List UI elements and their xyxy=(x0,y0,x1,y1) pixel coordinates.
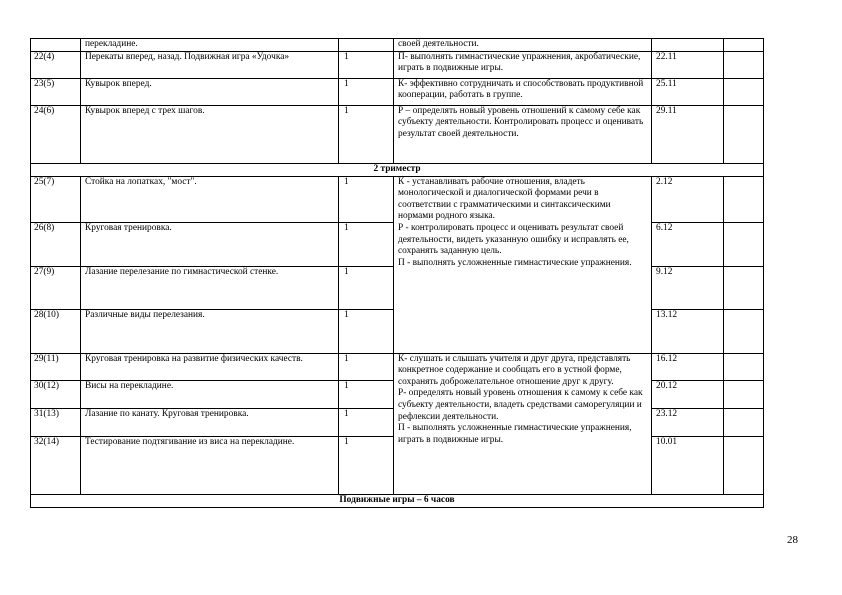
lesson-number-cell: 24(6) xyxy=(31,105,81,163)
lesson-hours-cell: 1 xyxy=(339,105,394,163)
lesson-hours-cell: 1 xyxy=(339,309,394,353)
extra-cell xyxy=(724,353,764,380)
lesson-date-cell: 6.12 xyxy=(652,222,724,266)
page-number: 28 xyxy=(787,534,798,546)
lesson-date-cell: 29.11 xyxy=(652,105,724,163)
extra-cell xyxy=(724,408,764,436)
lesson-date-cell: 22.11 xyxy=(652,51,724,78)
lesson-hours-cell: 1 xyxy=(339,380,394,408)
extra-cell xyxy=(724,309,764,353)
lesson-number-cell: 25(7) xyxy=(31,176,81,222)
lesson-number-cell: 31(13) xyxy=(31,408,81,436)
lesson-topic-cell: Кувырок вперед с трех шагов. xyxy=(81,105,339,163)
lesson-hours-cell: 1 xyxy=(339,51,394,78)
lesson-date-cell xyxy=(652,39,724,52)
lesson-topic-cell: Лазание по канату. Круговая тренировка. xyxy=(81,408,339,436)
lesson-hours-cell: 1 xyxy=(339,353,394,380)
lesson-topic-cell: Круговая тренировка. xyxy=(81,222,339,266)
lesson-topic-cell: Лазание перелезание по гимнастической стенке. xyxy=(81,266,339,309)
lesson-hours-cell: 1 xyxy=(339,222,394,266)
lesson-hours-cell: 1 xyxy=(339,408,394,436)
lesson-date-cell: 20.12 xyxy=(652,380,724,408)
lesson-number-cell: 23(5) xyxy=(31,78,81,105)
lesson-hours-cell: 1 xyxy=(339,436,394,494)
lesson-number-cell: 28(10) xyxy=(31,309,81,353)
section-title-trimester: 2 триместр xyxy=(31,163,764,176)
lesson-date-cell: 2.12 xyxy=(652,176,724,222)
uud-cell: К- эффективно сотрудничать и способствовать продуктивной кооперации, работать в группе. xyxy=(394,78,652,105)
lesson-hours-cell: 1 xyxy=(339,78,394,105)
lesson-date-cell: 25.11 xyxy=(652,78,724,105)
lesson-number-cell: 29(11) xyxy=(31,353,81,380)
uud-cell-group1: К - устанавливать рабочие отношения, владеть монологической и диалогической формами речи в соответствии с грамматическими и синтаксическими нормами родного языка. Р - контролировать процесс и оценивать результат своей деятельности, видеть указанную ошибку и исправлять ее, сохранять заданную цель. П - выполнять усложненные гимнастические упражнения. xyxy=(394,176,652,353)
lesson-topic-cell: Различные виды перелезания. xyxy=(81,309,339,353)
lesson-number-cell: 22(4) xyxy=(31,51,81,78)
lesson-number-cell: 32(14) xyxy=(31,436,81,494)
lesson-topic-cell: Кувырок вперед. xyxy=(81,78,339,105)
lesson-hours-cell: 1 xyxy=(339,266,394,309)
lesson-topic-cell: перекладине. xyxy=(81,39,339,52)
lesson-date-cell: 16.12 xyxy=(652,353,724,380)
extra-cell xyxy=(724,380,764,408)
extra-cell xyxy=(724,176,764,222)
table-row xyxy=(31,39,764,52)
extra-cell xyxy=(724,51,764,78)
lesson-number-cell: 26(8) xyxy=(31,222,81,266)
section-row xyxy=(31,163,764,176)
section-title-games: Подвижные игры – 6 часов xyxy=(31,494,764,507)
table-row xyxy=(31,78,764,105)
extra-cell xyxy=(724,222,764,266)
lesson-hours-cell: 1 xyxy=(339,176,394,222)
extra-cell xyxy=(724,436,764,494)
lesson-topic-cell: Перекаты вперед, назад. Подвижная игра «Удочка» xyxy=(81,51,339,78)
lesson-number-cell: 30(12) xyxy=(31,380,81,408)
extra-cell xyxy=(724,78,764,105)
uud-cell: своей деятельности. xyxy=(394,39,652,52)
lesson-date-cell: 13.12 xyxy=(652,309,724,353)
lesson-number-cell xyxy=(31,39,81,52)
lesson-number-cell: 27(9) xyxy=(31,266,81,309)
lesson-topic-cell: Висы на перекладине. xyxy=(81,380,339,408)
extra-cell xyxy=(724,266,764,309)
extra-cell xyxy=(724,105,764,163)
uud-cell-group2: К- слушать и слышать учителя и друг друга, представлять конкретное содержание и сообщать его в устной форме, сохранять доброжелательное отношение друг к другу. Р- определять новый уровень отношения к самому к себе как субъекту деятельности, владеть средствами саморегуляции и рефлексии деятельности. П - выполнять усложненные гимнастические упражнения, играть в подвижные игры. xyxy=(394,353,652,494)
lesson-topic-cell: Тестирование подтягивание из виса на перекладине. xyxy=(81,436,339,494)
table-row xyxy=(31,353,764,380)
lesson-plan-table xyxy=(30,38,764,508)
table-row xyxy=(31,105,764,163)
lesson-date-cell: 10.01 xyxy=(652,436,724,494)
lesson-hours-cell xyxy=(339,39,394,52)
lesson-date-cell: 9.12 xyxy=(652,266,724,309)
extra-cell xyxy=(724,39,764,52)
lesson-date-cell: 23.12 xyxy=(652,408,724,436)
uud-cell: П- выполнять гимнастические упражнения, акробатические, играть в подвижные игры. xyxy=(394,51,652,78)
section-row xyxy=(31,494,764,507)
lesson-topic-cell: Круговая тренировка на развитие физических качеств. xyxy=(81,353,339,380)
table-row xyxy=(31,51,764,78)
table-row xyxy=(31,176,764,222)
uud-cell: Р – определять новый уровень отношений к самому себе как субъекту деятельности. Контролировать процесс и оценивать результат своей деятельности. xyxy=(394,105,652,163)
lesson-topic-cell: Стойка на лопатках, "мост". xyxy=(81,176,339,222)
